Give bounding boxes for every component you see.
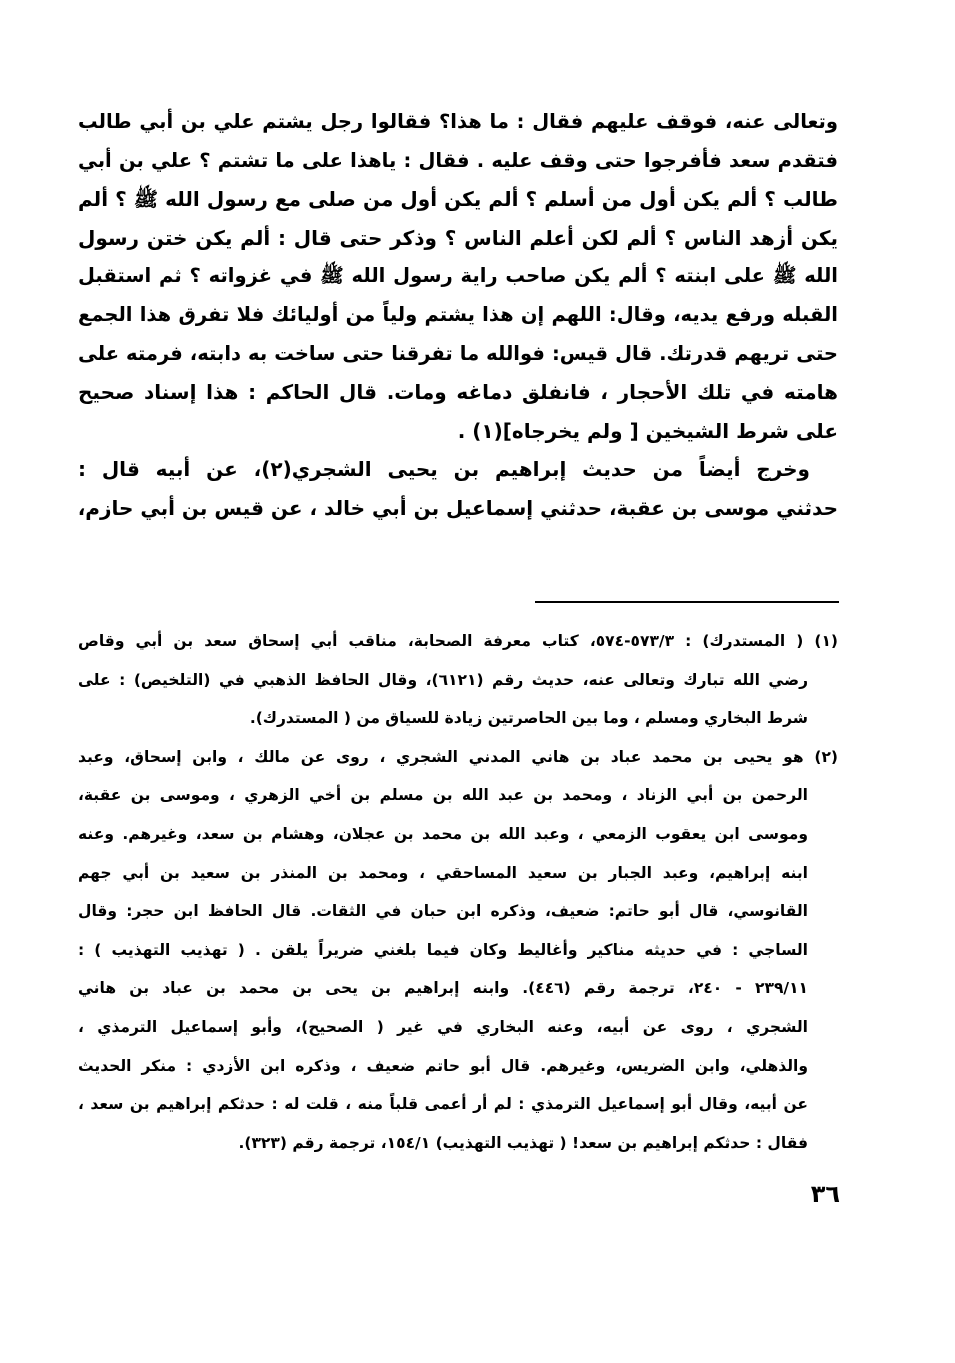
footnote-line: (٢) هو يحيى بن محمد عباد بن هاني المدني الشجري ، روى عن مالك ، وابن إسحاق، وعبد	[78, 747, 838, 766]
footnote-line: والذهلي، وابن الضريس، وغيرهم. قال أبو حاتم ضعيف ، وذكره ابن الأزدي : منكر الحديث	[78, 1056, 808, 1075]
footnote-line: القانوسي، قال أبو حاتم: ضعيف، وذكره ابن حبان في الثقات. قال الحافظ ابن حجر: وقال	[78, 902, 808, 921]
footnote-line: عن أبيه، وقال أبو إسماعيل الترمذي : لم أر أعمى قلباً منه ، قلت له : حدثكم إبراهيم بن سعد ،	[78, 1095, 808, 1114]
main-line: القبله ورفع يديه، وقال: اللهم إن هذا يشتم ولياً من أوليائك فلا تفرق هذا الجمع	[78, 302, 838, 326]
footnotes-block	[78, 622, 838, 1162]
footnote-line: وموسى ابن يعقوب الزمعي ، وعبد الله بن محمد بن عجلان، وهشام بن سعد، وغيرهم. وعنه	[78, 824, 808, 843]
main-line: وتعالى عنه، فوقف عليهم فقال : ما هذا؟ فقالوا رجل يشتم علي بن أبي طالب	[78, 110, 838, 133]
main-line: فتقدم سعد فأفرجوا حتى وقف عليه . فقال : ياهذا على ما تشتم ؟ علي بن أبي	[78, 148, 838, 172]
main-text-block	[78, 103, 838, 528]
main-line: هامته في تلك الأحجار ، فانفلق دماغه ومات. قال الحاكم : هذا إسناد صحيح	[78, 380, 838, 405]
footnote-line: (١) ( المستدرك) : ٥٧٣/٣-٥٧٤، كتاب معرفة الصحابة، مناقب أبي إسحاق سعد بن أبي وقاص	[78, 632, 838, 650]
page-number: ٣٦	[810, 1180, 840, 1208]
main-line: حدثني موسى بن عقبة، حدثني إسماعيل بن أبي خالد ، عن قيس بن أبي حازم،	[77, 495, 838, 520]
main-line: وخرج أيضاً من حديث إبراهيم بن يحيى الشجري(٢)، عن أبيه قال :	[78, 457, 810, 482]
footnote-line: ابنه إبراهيم، وعبد الجبار بن سعيد المساحقي ، ومحمد بن المنذر بن سعيد بن أبي جهم	[78, 863, 808, 882]
main-line: على شرط الشيخين [ ولم يخرجاه](١) .	[457, 418, 838, 443]
footnote-line: الرحمن بن أبي الزناد ، ومحمد بن عبد الله بن مسلم بن أخي الزهري ، وموسى بن عقبة،	[78, 786, 808, 805]
main-line: حتى تريهم قدرتك. قال قيس: فوالله ما تفرقنا حتى ساخت به دابته، فرمته على	[78, 341, 838, 365]
footnote-2	[78, 738, 838, 1163]
footnote-line: الساجي : في حديثه مناكير وأغاليط وكان فيما بلغني ضريراً يلقن . ( تهذيب التهذيب ) :	[78, 940, 808, 959]
main-line: طالب ؟ ألم يكن أول من أسلم ؟ ألم يكن أول من صلى مع رسول الله ﷺ ؟ ألم	[78, 187, 838, 212]
footnote-line: شرط البخاري ومسلم ، وما بين الحاصرتين زيادة للسياق من ( المستدرك).	[249, 709, 808, 728]
footnote-1	[78, 622, 838, 738]
main-line: الله ﷺ على ابنته ؟ ألم يكن صاحب راية رسول الله ﷺ في غزواته ؟ ثم استقبل	[78, 264, 838, 288]
footnote-line: فقال : حدثكم إبراهيم بن سعد! ( تهذيب التهذيب) ١٥٤/١، ترجمة رقم (٣٢٣).	[238, 1133, 808, 1152]
footnote-line: ٢٣٩/١١ - ٢٤٠، ترجمة رقم (٤٤٦). وابنه إبراهيم بن يحى بن محمد بن عباد بن هاني	[78, 979, 808, 998]
footnote-line: الشجري ، روى عن أبيه، وعنه البخاري في غير ( الصحيح)، وأبو إسماعيل الترمذي ،	[78, 1017, 808, 1036]
main-line: يكن أزهد الناس ؟ ألم لكن أعلم الناس ؟ وذكر حتى قال : ألم يكن ختن رسول	[78, 225, 838, 250]
footnote-line: رضي الله تبارك وتعالى عنه، حديث رقم (٦١٢١)، وقال الحافظ الذهبي في (التلخيص) : على	[78, 670, 808, 689]
footnote-separator	[535, 601, 839, 603]
